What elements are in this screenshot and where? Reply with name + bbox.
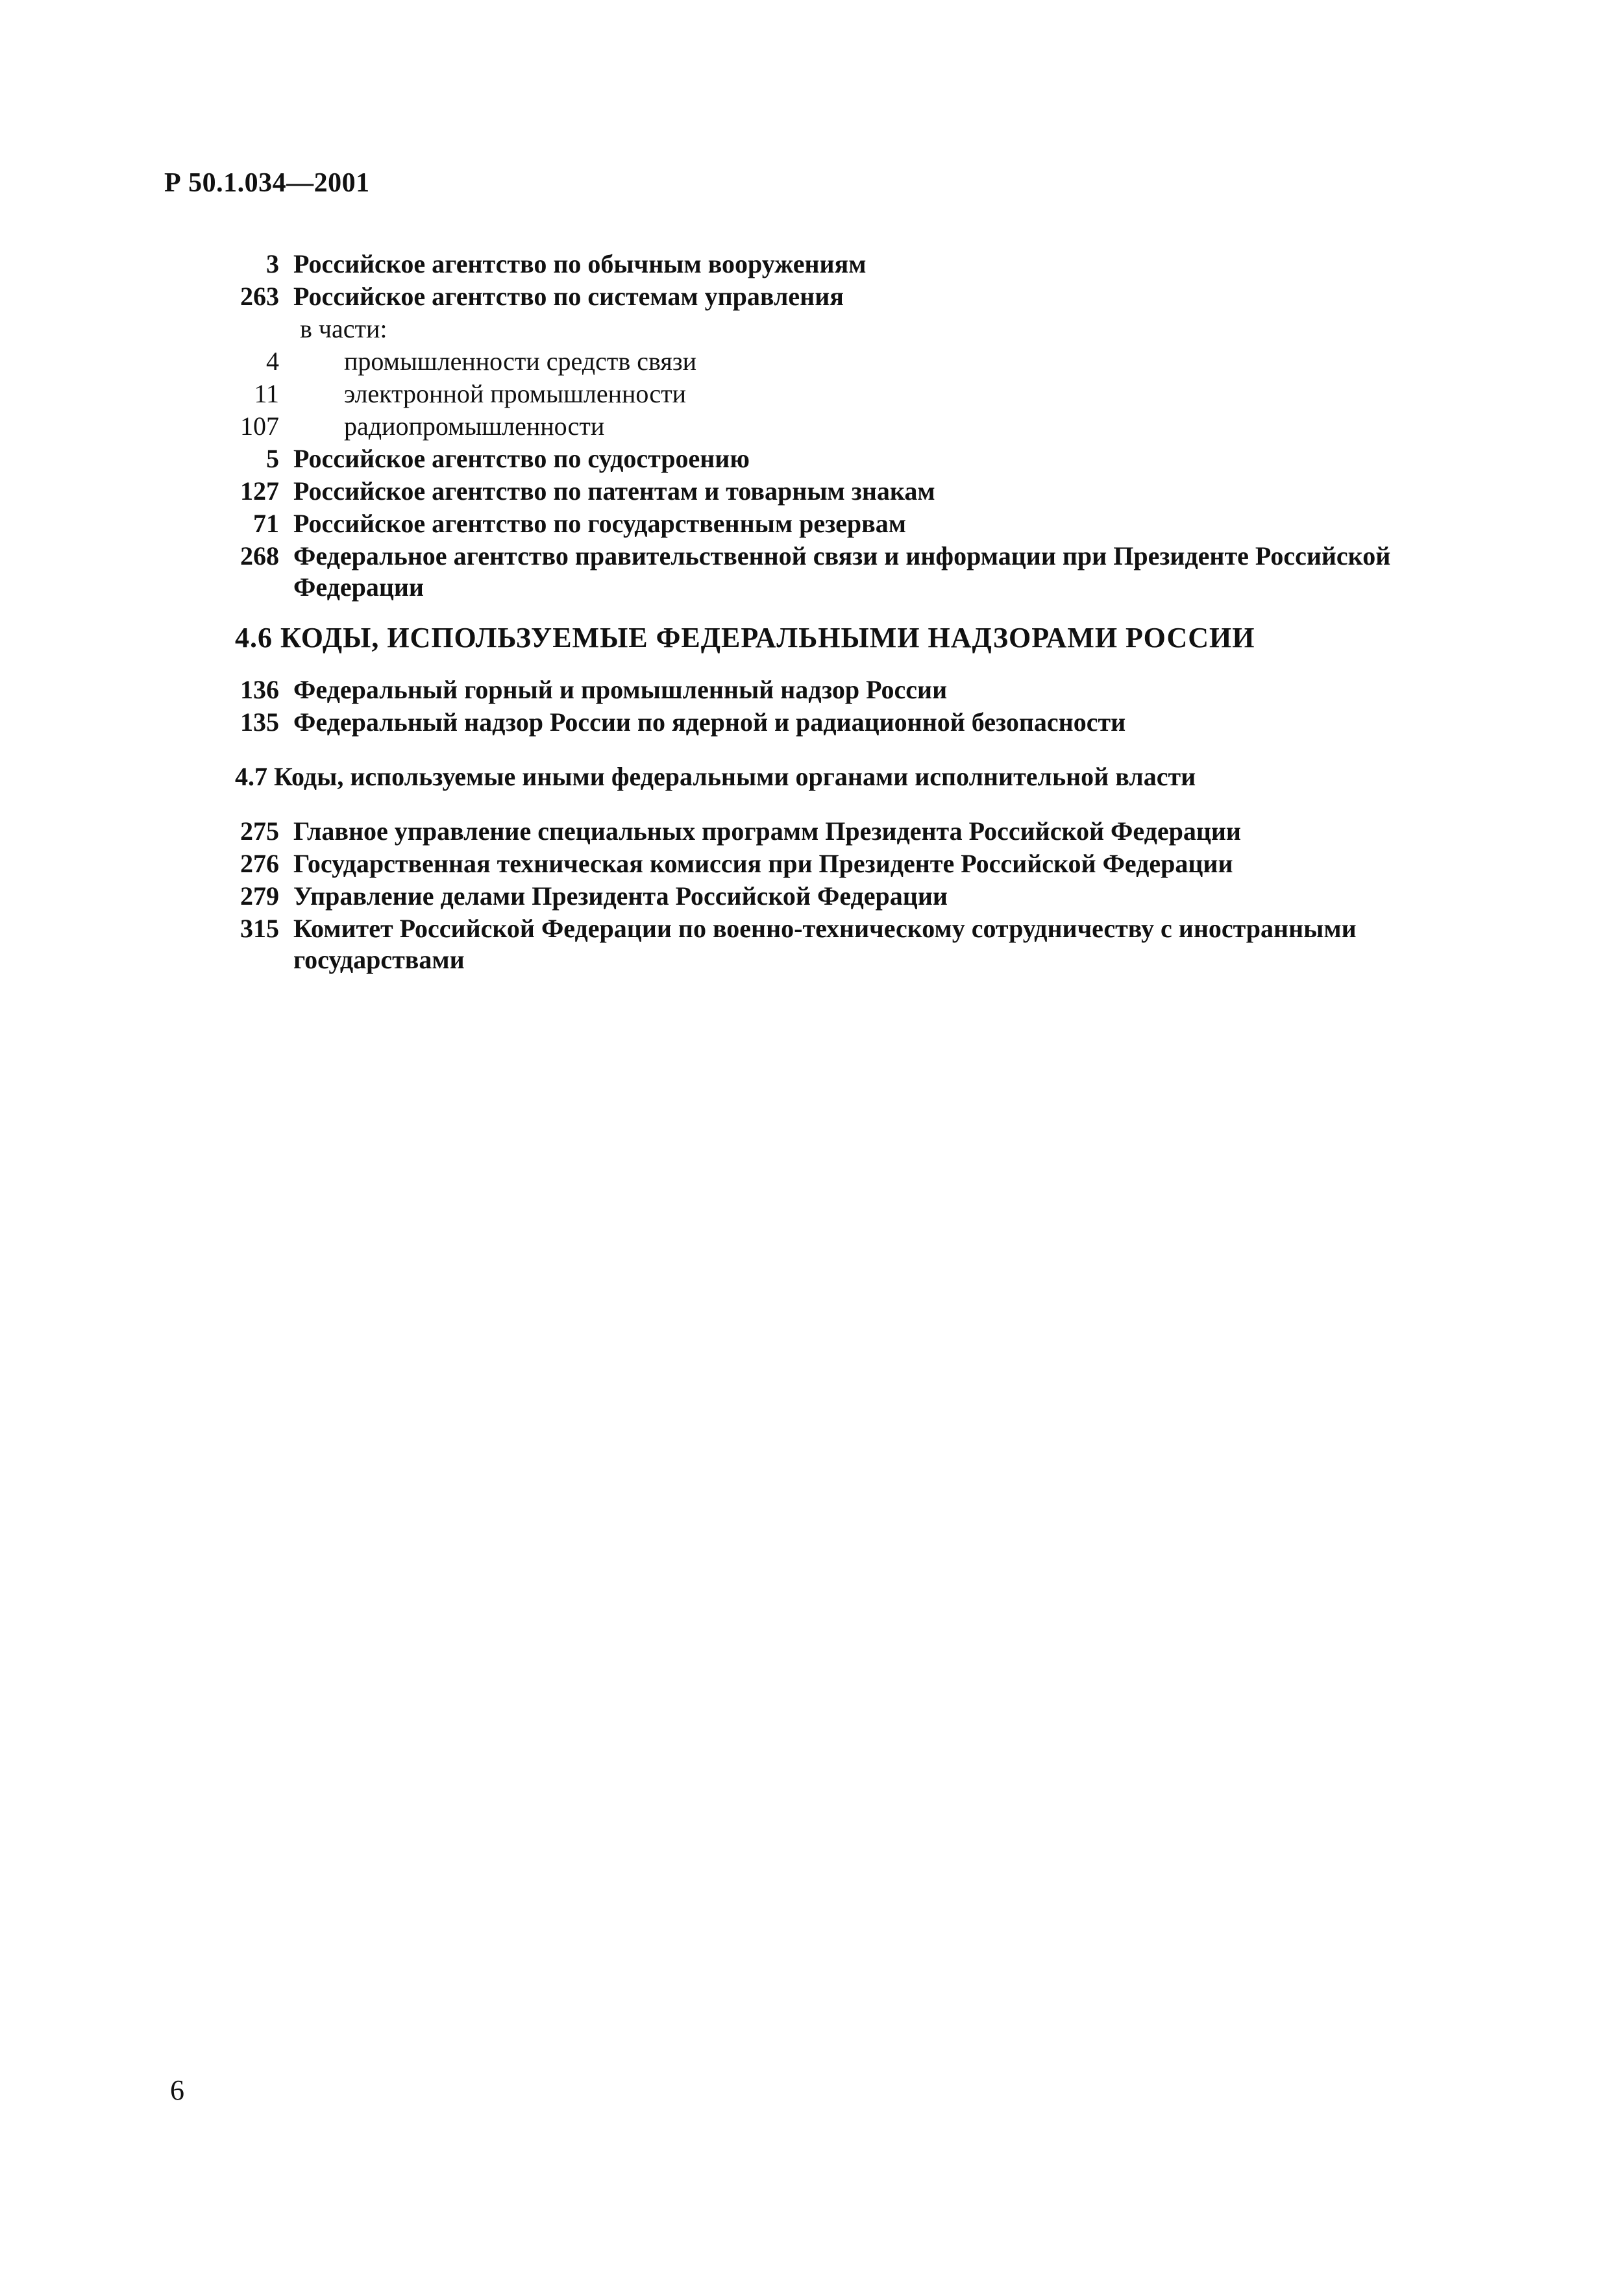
- item-code: 71: [253, 509, 279, 538]
- item-code: 5: [266, 444, 279, 473]
- item-code: 276: [240, 849, 279, 878]
- item-code: 279: [240, 881, 279, 911]
- item-name: Российское агентство по государственным резервам: [293, 509, 907, 538]
- section-heading-4-7: 4.7 Коды, используемые иными федеральными органами исполнительной власти: [235, 762, 1196, 791]
- item-name-continuation: государствами: [293, 945, 465, 974]
- item-code: 127: [240, 476, 279, 506]
- section-heading-4-6: 4.6 КОДЫ, ИСПОЛЬЗУЕМЫЕ ФЕДЕРАЛЬНЫМИ НАДЗОРАМИ РОССИИ: [235, 622, 1255, 654]
- item-name: электронной промышленности: [344, 379, 687, 408]
- item-name: Комитет Российской Федерации по военно-техническому сотрудничеству с иностранными: [293, 914, 1357, 943]
- item-name: Российское агентство по судостроению: [293, 444, 750, 473]
- item-code: 268: [240, 541, 279, 570]
- item-name: Управление делами Президента Российской Федерации: [293, 881, 948, 911]
- item-code: 136: [240, 675, 279, 704]
- item-code: 3: [266, 249, 279, 278]
- item-name: Российское агентство по патентам и товарным знакам: [293, 476, 935, 506]
- item-code: 315: [240, 914, 279, 943]
- item-code: 135: [240, 707, 279, 737]
- item-name: Российское агентство по обычным вооружениям: [293, 249, 867, 278]
- item-name: Федеральный горный и промышленный надзор России: [293, 675, 948, 704]
- item-code: 4: [266, 347, 279, 376]
- item-code: 107: [240, 411, 279, 441]
- subparts-intro: в части:: [300, 314, 388, 343]
- item-name: Главное управление специальных программ Президента Российской Федерации: [293, 816, 1241, 846]
- item-code: 263: [240, 282, 279, 311]
- item-name: промышленности средств связи: [344, 347, 696, 376]
- item-name: Российское агентство по системам управления: [293, 282, 844, 311]
- document-code: Р 50.1.034—2001: [164, 168, 370, 198]
- item-name-continuation: Федерации: [293, 572, 424, 602]
- item-name: Федеральный надзор России по ядерной и радиационной безопасности: [293, 707, 1126, 737]
- item-name: радиопромышленности: [344, 411, 605, 441]
- item-code: 275: [240, 816, 279, 846]
- item-code: 11: [254, 379, 279, 408]
- item-name: Федеральное агентство правительственной связи и информации при Президенте Российской: [293, 541, 1391, 570]
- item-name: Государственная техническая комиссия при Президенте Российской Федерации: [293, 849, 1233, 878]
- page-number: 6: [170, 2074, 184, 2106]
